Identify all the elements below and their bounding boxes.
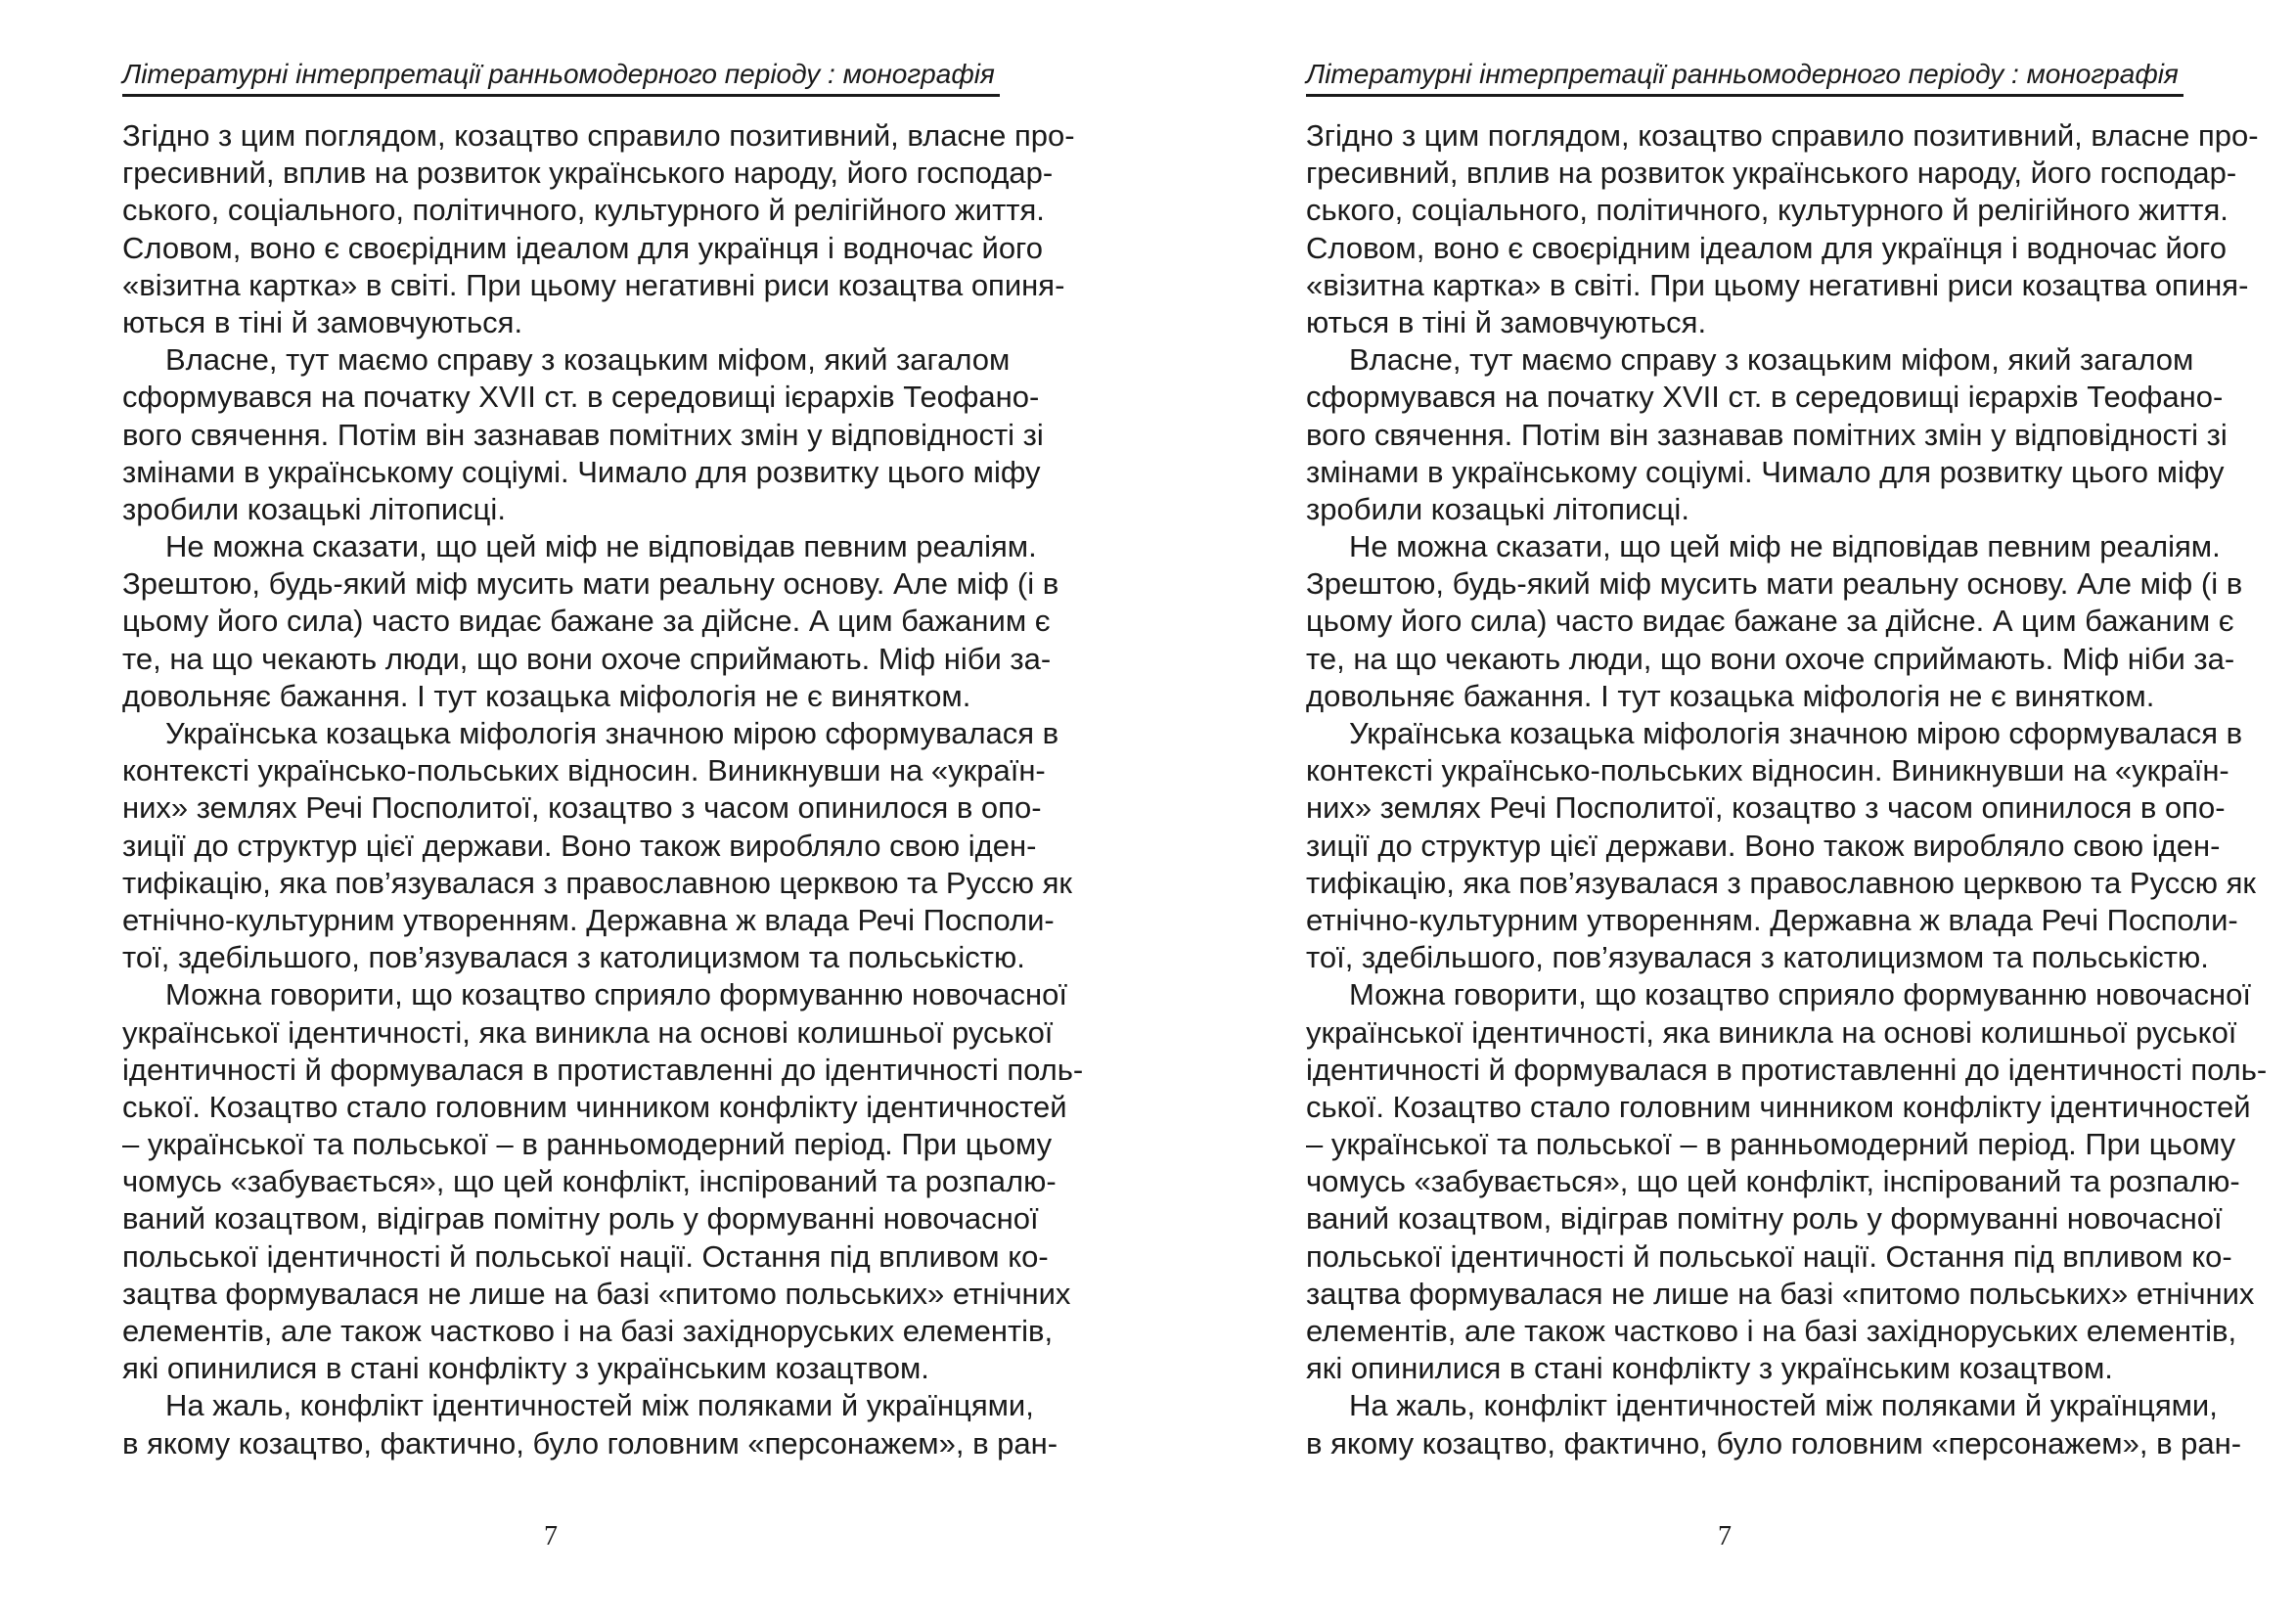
text-line: зробили козацькі літописці. xyxy=(122,491,506,526)
text-line: контексті українсько-польських відносин. Виникнувши на «україн- xyxy=(1306,753,2229,788)
text-line: Не можна сказати, що цей міф не відповідав певним реаліям. xyxy=(165,529,1037,564)
text-line: елементів, але також частково і на базі західноруських елементів, xyxy=(122,1314,1054,1348)
text-line: Зрештою, будь-який міф мусить мати реальну основу. Але міф (і в xyxy=(122,566,1059,602)
text-line: цьому його сила) часто видає бажане за дійсне. А цим бажаним є xyxy=(1306,604,2234,639)
text-line: ського, соціального, політичного, культурного й релігійного життя. xyxy=(122,193,1045,228)
text-line: цьому його сила) часто видає бажане за дійсне. А цим бажаним є xyxy=(122,604,1051,639)
text-line: тифікацію, яка пов’язувалася з православною церквою та Руссю як xyxy=(122,865,1072,900)
text-line: – української та польської – в ранньомодерний період. При цьому xyxy=(122,1127,1053,1162)
text-line: ської. Козацтво стало головним чинником конфлікту ідентичностей xyxy=(1306,1089,2251,1124)
text-line: змінами в українському соціумі. Чимало для розвитку цього міфу xyxy=(1306,454,2225,489)
text-line: ються в тіні й замовчуються. xyxy=(122,304,523,339)
text-line: тої, здебільшого, пов’язувалася з католицизмом та польськістю. xyxy=(1306,940,2209,975)
text-line: ідентичності й формувалася в протиставленні до ідентичності поль- xyxy=(122,1052,1084,1087)
text-line: Власне, тут маємо справу з козацьким міфом, який загалом xyxy=(165,342,1011,378)
text-line: ваний козацтвом, відіграв помітну роль у формуванні новочасної xyxy=(122,1201,1039,1236)
text-line: Можна говорити, що козацтво сприяло формуванню новочасної xyxy=(165,977,1067,1012)
text-line: ідентичності й формувалася в протиставленні до ідентичності поль- xyxy=(1306,1052,2268,1087)
page-number: 7 xyxy=(1718,1521,1732,1551)
text-line: Українська козацька міфологія значною мірою сформувалася в xyxy=(165,716,1059,750)
text-line: які опинилися в стані конфлікту з українським козацтвом. xyxy=(122,1351,929,1386)
text-line: Словом, воно є своєрідним ідеалом для українця і водночас його xyxy=(122,230,1043,265)
text-line: змінами в українському соціумі. Чимало для розвитку цього міфу xyxy=(122,454,1041,489)
text-line: української ідентичності, яка виникла на основі колишньої руської xyxy=(1306,1014,2237,1050)
text-line: «візитна картка» в світі. При цьому негативні риси козацтва опиня- xyxy=(122,267,1065,302)
text-line: сформувався на початку XVII ст. в середовищі ієрархів Теофано- xyxy=(1306,380,2224,415)
text-line: елементів, але також частково і на базі західноруських елементів, xyxy=(1306,1314,2237,1348)
text-line: «візитна картка» в світі. При цьому негативні риси козацтва опиня- xyxy=(1306,267,2249,302)
text-line: в якому козацтво, фактично, було головним «персонажем», в ран- xyxy=(1306,1425,2242,1461)
text-line: контексті українсько-польських відносин. Виникнувши на «україн- xyxy=(122,753,1046,788)
text-line: Згідно з цим поглядом, козацтво справило позитивний, власне про- xyxy=(122,118,1075,153)
text-line: тої, здебільшого, пов’язувалася з католицизмом та польськістю. xyxy=(122,940,1025,975)
text-line: етнічно-культурним утворенням. Державна ж влада Речі Посполи- xyxy=(122,902,1055,937)
text-line: в якому козацтво, фактично, було головним «персонажем», в ран- xyxy=(122,1425,1058,1461)
text-line: Згідно з цим поглядом, козацтво справило позитивний, власне про- xyxy=(1306,118,2259,153)
text-line: які опинилися в стані конфлікту з українським козацтвом. xyxy=(1306,1351,2113,1386)
running-header: Літературні інтерпретації ранньомодерного періоду : монографія xyxy=(122,57,1000,97)
text-line: ського, соціального, політичного, культурного й релігійного життя. xyxy=(1306,193,2228,228)
text-line: української ідентичності, яка виникла на основі колишньої руської xyxy=(122,1014,1054,1050)
text-line: тифікацію, яка пов’язувалася з православною церквою та Руссю як xyxy=(1306,865,2256,900)
running-header: Літературні інтерпретації ранньомодерного періоду : монографія xyxy=(1306,57,2183,97)
page-number: 7 xyxy=(544,1521,558,1551)
text-line: етнічно-культурним утворенням. Державна ж влада Речі Посполи- xyxy=(1306,902,2238,937)
text-line: них» землях Речі Посполитої, козацтво з часом опинилося в опо- xyxy=(122,790,1042,826)
text-line: них» землях Речі Посполитої, козацтво з часом опинилося в опо- xyxy=(1306,790,2226,826)
text-line: На жаль, конфлікт ідентичностей між поляками й українцями, xyxy=(1349,1388,2218,1423)
text-line: ваний козацтвом, відіграв помітну роль у формуванні новочасної xyxy=(1306,1201,2223,1236)
text-line: зацтва формувалася не лише на базі «питомо польських» етнічних xyxy=(1306,1276,2255,1311)
text-line: вого свячення. Потім він зазнавав помітних змін у відповідності зі xyxy=(1306,417,2228,452)
text-line: Словом, воно є своєрідним ідеалом для українця і водночас його xyxy=(1306,230,2227,265)
text-line: чомусь «забувається», що цей конфлікт, інспірований та розпалю- xyxy=(1306,1164,2240,1199)
text-line: На жаль, конфлікт ідентичностей між поляками й українцями, xyxy=(165,1388,1034,1423)
text-line: Не можна сказати, що цей міф не відповідав певним реаліям. xyxy=(1349,529,2221,564)
text-line: довольняє бажання. І тут козацька міфологія не є винятком. xyxy=(122,678,971,713)
text-line: чомусь «забувається», що цей конфлікт, інспірований та розпалю- xyxy=(122,1164,1057,1199)
text-line: те, на що чекають люди, що вони охоче сприймають. Міф ніби за- xyxy=(1306,641,2235,676)
text-line: польської ідентичності й польської нації. Остання під впливом ко- xyxy=(122,1238,1049,1274)
text-line: довольняє бажання. І тут козацька міфологія не є винятком. xyxy=(1306,678,2155,713)
text-line: Зрештою, будь-який міф мусить мати реальну основу. Але міф (і в xyxy=(1306,566,2243,602)
text-line: зиції до структур цієї держави. Воно також виробляло свою іден- xyxy=(122,828,1037,863)
text-line: польської ідентичності й польської нації. Остання під впливом ко- xyxy=(1306,1238,2232,1274)
text-line: Власне, тут маємо справу з козацьким міфом, який загалом xyxy=(1349,342,2194,378)
text-line: Українська козацька міфологія значною мірою сформувалася в xyxy=(1349,716,2243,750)
text-line: зацтва формувалася не лише на базі «питомо польських» етнічних xyxy=(122,1276,1071,1311)
text-line: те, на що чекають люди, що вони охоче сприймають. Міф ніби за- xyxy=(122,641,1052,676)
text-line: зробили козацькі літописці. xyxy=(1306,491,1689,526)
text-line: ської. Козацтво стало головним чинником конфлікту ідентичностей xyxy=(122,1089,1067,1124)
text-line: гресивний, вплив на розвиток українського народу, його господар- xyxy=(122,156,1054,191)
body-text xyxy=(1306,117,2268,1462)
text-line: ються в тіні й замовчуються. xyxy=(1306,304,1707,339)
body-text xyxy=(122,117,1084,1462)
text-line: сформувався на початку XVII ст. в середовищі ієрархів Теофано- xyxy=(122,380,1040,415)
text-line: – української та польської – в ранньомодерний період. При цьому xyxy=(1306,1127,2236,1162)
text-line: Можна говорити, що козацтво сприяло формуванню новочасної xyxy=(1349,977,2251,1012)
text-line: гресивний, вплив на розвиток українського народу, його господар- xyxy=(1306,156,2237,191)
text-line: зиції до структур цієї держави. Воно також виробляло свою іден- xyxy=(1306,828,2221,863)
right-page xyxy=(1148,0,2296,1618)
text-line: вого свячення. Потім він зазнавав помітних змін у відповідності зі xyxy=(122,417,1044,452)
